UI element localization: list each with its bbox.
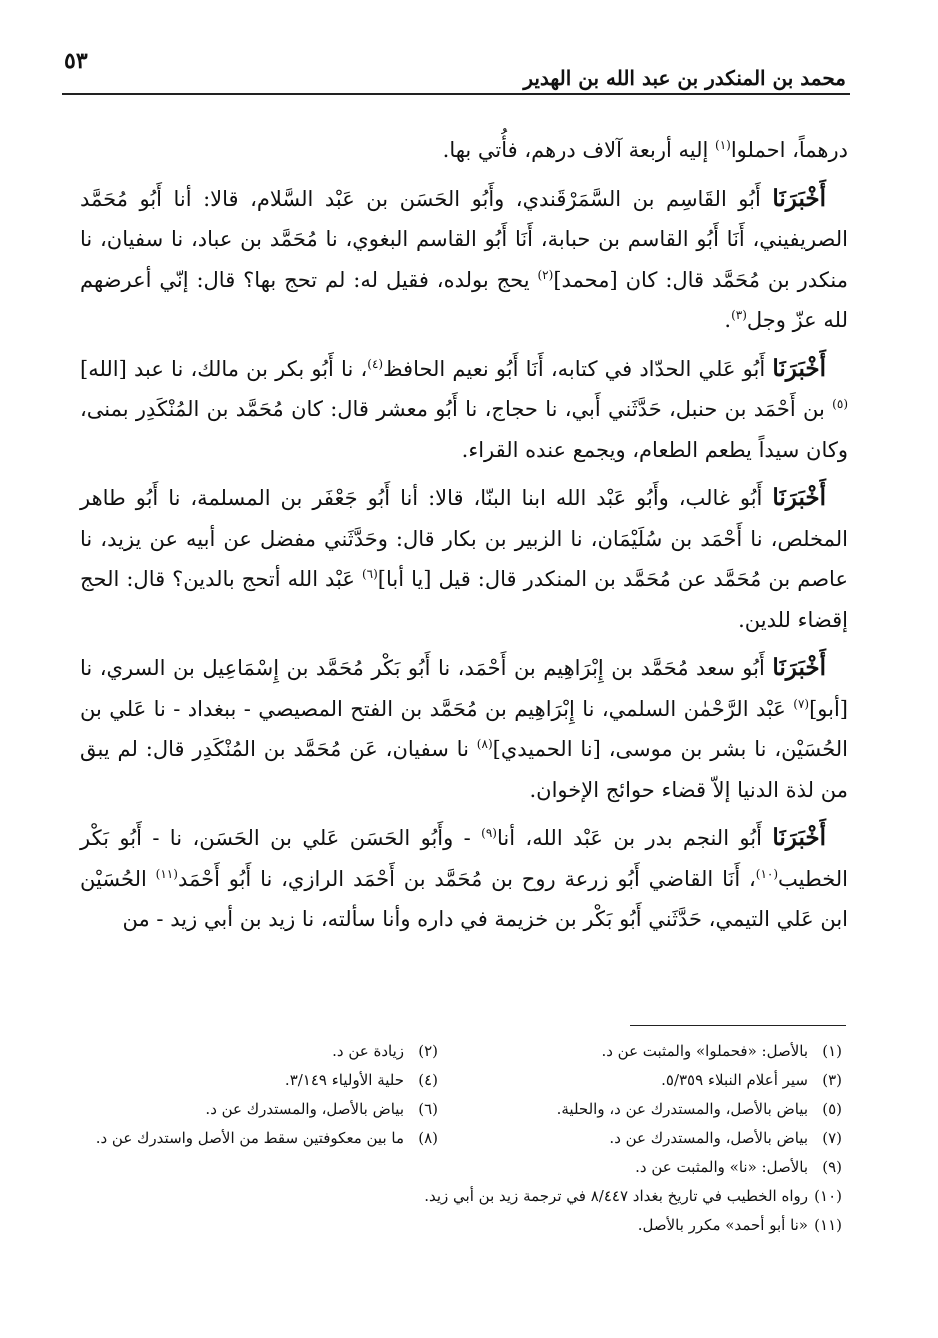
footnote-text: سير أعلام النبلاء ٥/٣٥٩. bbox=[661, 1071, 808, 1089]
footnote-ref-8: (٨) bbox=[476, 737, 493, 751]
footnote-ref-4: (٤) bbox=[367, 356, 384, 371]
footnote-ref-3: (٣) bbox=[731, 308, 747, 322]
text-run: يحج بولده، فقيل له: لم تحج بها؟ قال: إنّي أعرضهم لله عزّ وجل bbox=[80, 267, 848, 332]
footnote-text: ما بين معكوفتين سقط من الأصل واستدرك عن د. bbox=[95, 1129, 404, 1147]
header-rule bbox=[62, 93, 850, 95]
footnote-text: «نا أبو أحمد» مكرر بالأصل. bbox=[637, 1216, 808, 1234]
footnote-number: (١١) bbox=[814, 1216, 842, 1234]
footnote-number: (٨) bbox=[418, 1129, 438, 1147]
footnote-number: (٦) bbox=[418, 1100, 438, 1118]
footnote-text: بالأصل: «نا» والمثبت عن د. bbox=[635, 1158, 808, 1176]
text-run: درهماً، احملوا bbox=[730, 138, 848, 162]
footnote-text: بياض بالأصل، والمستدرك عن د، والحلية. bbox=[556, 1100, 808, 1118]
footnote-item bbox=[474, 1124, 842, 1153]
hadith-paragraph bbox=[80, 818, 848, 940]
text-run: ، أَنَا القاضي أَبُو زرعة روح بن مُحَمَّد بن أَحْمَد الرازي، نا أَبُو أَحْمَد bbox=[177, 866, 756, 891]
text-run: عَبْد الله أتحج بالدين؟ قال: الحج إقضاء للدين. bbox=[80, 567, 848, 632]
text-run: أَبُو القَاسِم بن السَّمَرْقَندي، وأَبُو الحَسَن بن عَبْد السَّلام، قالا: أنا أَبُو مُحَمَّد الصريفيني، أَنَا أَبُو القاسم بن حبابة، أَنَا أَبُو القاسم البغوي، نا مُحَمَّد بن عباد، نا سفيان، نا منكدر بن مُحَمَّد قال: كان [محمد] bbox=[80, 186, 848, 292]
footnote-ref-7: (٧) bbox=[793, 696, 810, 711]
footnote-number: (١) bbox=[822, 1042, 842, 1060]
hadith-paragraph bbox=[80, 478, 848, 640]
hadith-paragraph bbox=[80, 179, 848, 341]
paragraph-continuation bbox=[80, 130, 848, 171]
footnote-item bbox=[474, 1095, 842, 1124]
lead-word: أَخْبَرَنَا bbox=[772, 824, 826, 851]
lead-word: أَخْبَرَنَا bbox=[772, 184, 826, 212]
text-run: عَبْد الرَّحْمٰن السلمي، نا إِبْرَاهِيم بن مُحَمَّد بن الفتح المصيصي - ببغداد - نا عَلي بن الحُسَيْن، نا بشر بن موسى، [نا الحميدي] bbox=[80, 696, 848, 761]
footnote-number: (٧) bbox=[822, 1129, 842, 1147]
footnote-number: (٥) bbox=[822, 1100, 842, 1118]
footnote-text: حلية الأولياء ٣/١٤٩. bbox=[284, 1071, 404, 1089]
text-run: . bbox=[724, 308, 732, 332]
footnote-ref-9: (٩) bbox=[481, 826, 497, 840]
text-run: أَبُو غالب، وأَبُو عَبْد الله ابنا البنّا، قالا: أنا أَبُو جَعْفَر بن المسلمة، نا أَبُو طاهر المخلص، نا أَحْمَد بن سُلَيْمَان، نا الزبير بن بكار قال: وحَدَّثَني مفضل عن أبيه عن يزيد، نا عاصم بن مُحَمَّد عن مُحَمَّد بن المنكدر قال: قيل [يا أبا] bbox=[80, 486, 848, 591]
footnote-item bbox=[70, 1182, 842, 1211]
footnote-text: بياض بالأصل، والمستدرك عن د. bbox=[205, 1100, 404, 1118]
footnote-ref-2: (٢) bbox=[537, 267, 554, 282]
footnote-item bbox=[474, 1066, 842, 1095]
footnote-grid bbox=[70, 1037, 842, 1182]
footnote-text: زيادة عن د. bbox=[332, 1042, 404, 1060]
text-run: أَبُو النجم بدر بن عَبْد الله، أنا bbox=[496, 826, 773, 850]
footnote-ref-10: (١٠) bbox=[755, 866, 779, 881]
text-run: بن أَحْمَد بن حنبل، حَدَّثَني أَبي، نا حجاج، نا أَبُو معشر قال: كان مُحَمَّد بن المُنْكَدِر بمنى، وكان سيداً يطعم الطعام، ويجمع عنده القراء. bbox=[80, 397, 848, 462]
lead-word: أَخْبَرَنَا bbox=[772, 484, 826, 511]
main-text bbox=[80, 130, 848, 948]
footnote-item bbox=[70, 1124, 438, 1153]
hadith-paragraph bbox=[80, 648, 848, 810]
footnotes bbox=[70, 1037, 842, 1240]
footnote-item bbox=[70, 1211, 842, 1240]
text-run: نا سفيان، عَن مُحَمَّد بن المُنْكَدِر قال: لم يبق من لذة الدنيا إلاّ قضاء حوائج الإخوان. bbox=[80, 737, 848, 802]
hadith-paragraph bbox=[80, 349, 848, 471]
text-run: - وأَبُو الحَسَن عَلي بن الحَسَن، نا - أَبُو بَكْر الخطيب bbox=[80, 826, 849, 891]
text-run: الحُسَيْن ابن عَلي التيمي، حَدَّثَني أَبُو بَكْر بن خزيمة في داره وأنا سألته، نا زيد بن أبي زيد - من bbox=[80, 866, 848, 931]
footnote-number: (٩) bbox=[822, 1158, 842, 1176]
text-run: أَبُو عَلي الحدّاد في كتابه، أَنَا أَبُو نعيم الحافظ bbox=[383, 356, 773, 381]
footnote-ref-11: (١١) bbox=[155, 866, 178, 881]
footnote-ref-1: (١) bbox=[715, 138, 731, 152]
lead-word: أَخْبَرَنَا bbox=[772, 354, 826, 382]
page-number: ٥٣ bbox=[64, 48, 88, 74]
text-run: ، نا أَبُو بكر بن مالك، نا عبد [الله] bbox=[80, 356, 368, 381]
footnote-text: رواه الخطيب في تاريخ بغداد ٨/٤٤٧ في ترجمة زيد بن أبي زيد. bbox=[424, 1187, 808, 1205]
footnote-number: (٣) bbox=[822, 1071, 842, 1089]
footnote-number: (٢) bbox=[418, 1042, 438, 1060]
footnote-rule bbox=[630, 1025, 846, 1026]
footnote-item bbox=[70, 1095, 438, 1124]
footnote-item bbox=[474, 1153, 842, 1182]
footnote-number: (١٠) bbox=[814, 1187, 842, 1205]
footnote-item bbox=[70, 1066, 438, 1095]
footnote-item bbox=[474, 1037, 842, 1066]
footnote-number: (٤) bbox=[418, 1071, 438, 1089]
footnote-ref-5: (٥) bbox=[832, 397, 848, 411]
running-head: محمد بن المنكدر بن عبد الله بن الهدير bbox=[523, 66, 846, 90]
lead-word: أَخْبَرَنَا bbox=[772, 654, 826, 681]
text-run: أَبُو سعد مُحَمَّد بن إِبْرَاهِيم بن أَحْمَد، نا أَبُو بَكْر مُحَمَّد بن إِسْمَاعِيل بن السري، نا [أبو] bbox=[80, 656, 848, 721]
text-run: إليه أربعة آلاف درهم، فأُتي بها. bbox=[442, 138, 716, 162]
footnote-text: بياض بالأصل، والمستدرك عن د. bbox=[609, 1129, 808, 1147]
footnote-item bbox=[70, 1037, 438, 1066]
footnote-text: بالأصل: «فحملوا» والمثبت عن د. bbox=[601, 1042, 808, 1060]
footnote-ref-6: (٦) bbox=[361, 567, 378, 581]
